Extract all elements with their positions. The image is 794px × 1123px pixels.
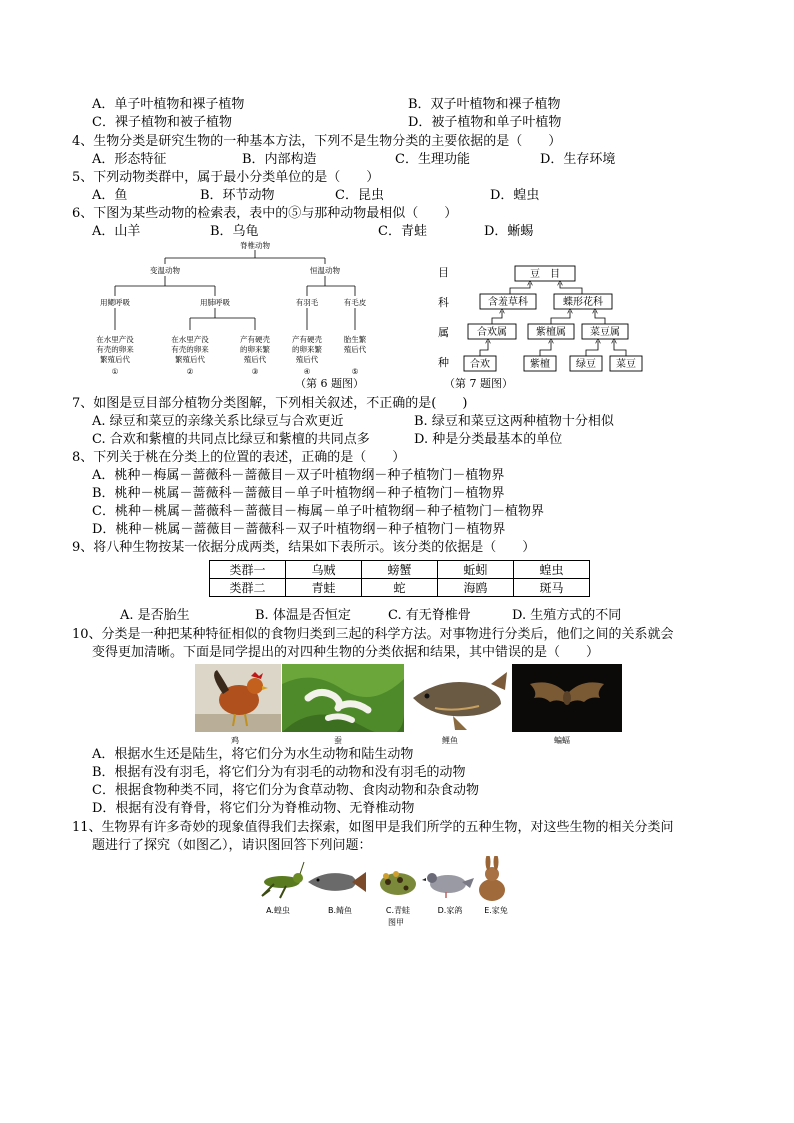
q6-option-a: A．山羊 bbox=[92, 224, 141, 239]
fig6-leaf1-l3: 繁殖后代 bbox=[100, 355, 130, 364]
q10-caption-carp: 鲤鱼 bbox=[442, 736, 458, 745]
table-cell: 蝗虫 bbox=[514, 561, 590, 579]
fig7-species-rosewood: 紫檀 bbox=[530, 359, 550, 370]
q5-option-d: D．蝗虫 bbox=[490, 188, 540, 203]
fig6-leaf4-l1: 产有硬壳 bbox=[292, 335, 322, 344]
q4-option-c: C．生理功能 bbox=[395, 152, 470, 167]
q8-option-b: B．桃种－桃属－蔷薇科－蔷薇目－单子叶植物纲－种子植物门－植物界 bbox=[92, 486, 505, 501]
fig6-feather: 有羽毛 bbox=[295, 298, 319, 307]
q6-option-b: B．乌龟 bbox=[210, 224, 259, 239]
table-cell: 青蛙 bbox=[286, 579, 362, 597]
table-row bbox=[210, 561, 590, 579]
q3-option-a: A．单子叶植物和裸子植物 bbox=[92, 97, 245, 112]
fig6-warm: 恒温动物 bbox=[310, 266, 340, 275]
table-cell: 类群一 bbox=[210, 561, 286, 579]
fig6-lung: 用肺呼吸 bbox=[200, 298, 230, 307]
fig6-leaf1-l2: 有壳的卵来 bbox=[96, 345, 134, 354]
fig7-rank-genus: 属 bbox=[438, 326, 449, 339]
q11-caption-a: A.蝗虫 bbox=[266, 906, 290, 915]
fig7-family-papilionaceae: 蝶形花科 bbox=[563, 297, 603, 308]
q9-stem: 9、将八种生物按某一依据分成两类，结果如下表所示。该分类的依据是（ ） bbox=[72, 540, 536, 555]
q10-option-a: A．根据水生还是陆生，将它们分为水生动物和陆生动物 bbox=[92, 747, 414, 762]
q10-stem-line2: 变得更加清晰。下面是同学提出的对四种生物的分类依据和结果，其中错误的是（ ） bbox=[92, 645, 600, 660]
q5-option-c: C．昆虫 bbox=[335, 188, 384, 203]
fig6-leaf3-l3: 殖后代 bbox=[243, 355, 267, 364]
fig7-genus-phaseolus: 菜豆属 bbox=[590, 327, 620, 338]
q10-caption-silkworm: 蚕 bbox=[334, 736, 342, 745]
fig7-rank-order: 目 bbox=[438, 266, 449, 279]
fig6-leaf4-l3: 殖后代 bbox=[295, 355, 319, 364]
q6-stem: 6、下图为某些动物的检索表，表中的⑤与那种动物最相似（ ） bbox=[72, 206, 458, 221]
fig7-order: 豆 目 bbox=[530, 269, 560, 280]
fig6-leaf5-l1: 胎生繁 bbox=[343, 335, 367, 344]
fig6-root: 脊椎动物 bbox=[240, 241, 270, 250]
q11-figure-label: 图甲 bbox=[388, 918, 404, 927]
fig7-caption: （第 7 题图） bbox=[444, 377, 513, 390]
fig7-rank-family: 科 bbox=[438, 296, 449, 309]
bat-image bbox=[512, 664, 622, 732]
frog-image bbox=[374, 864, 422, 900]
q10-option-c: C．根据食物种类不同，将它们分为食草动物、食肉动物和杂食动物 bbox=[92, 783, 479, 798]
q3-option-b: B．双子叶植物和裸子植物 bbox=[408, 97, 561, 112]
q8-option-c: C．桃种－桃属－蔷薇科－蔷薇目－梅属－单子叶植物纲－种子植物门－植物界 bbox=[92, 504, 544, 519]
q11-stem-line2: 题进行了探究（如图乙），请识图回答下列问题： bbox=[92, 838, 372, 853]
table-row bbox=[210, 579, 590, 597]
rabbit-image bbox=[474, 856, 510, 904]
table-cell: 海鸥 bbox=[438, 579, 514, 597]
fig7-species-mungbean: 绿豆 bbox=[576, 359, 596, 370]
q4-option-d: D．生存环境 bbox=[540, 152, 616, 167]
fig6-num2: ② bbox=[186, 367, 194, 376]
q7-option-c: C. 合欢和紫檀的共同点比绿豆和紫檀的共同点多 bbox=[92, 432, 370, 447]
fig6-num1: ① bbox=[111, 367, 119, 376]
table-cell: 蛇 bbox=[362, 579, 438, 597]
q5-stem: 5、下列动物类群中，属于最小分类单位的是（ ） bbox=[72, 170, 380, 185]
fig6-leaf2-l2: 有壳的卵来 bbox=[171, 345, 209, 354]
q9-option-d: D. 生殖方式的不同 bbox=[512, 608, 622, 623]
q11-stem-line1: 11、生物界有许多奇妙的现象值得我们去探索，如图甲是我们所学的五种生物，对这些生物的相关分类问 bbox=[72, 820, 674, 835]
q7-option-a: A. 绿豆和菜豆的亲缘关系比绿豆与合欢更近 bbox=[92, 414, 344, 429]
q10-caption-bat: 蝙蝠 bbox=[554, 736, 570, 745]
fig6-hair: 有毛皮 bbox=[343, 298, 367, 307]
locust-image bbox=[256, 860, 306, 902]
silkworm-image bbox=[282, 664, 404, 732]
fig6-leaf3-l2: 的卵来繁 bbox=[240, 345, 270, 354]
fig6-num3: ③ bbox=[251, 367, 259, 376]
pigeon-image bbox=[420, 862, 476, 902]
fig7-family-mimosa: 含羞草科 bbox=[488, 297, 528, 308]
fig6-leaf4-l2: 的卵来繁 bbox=[292, 345, 322, 354]
q10-option-b: B．根据有没有羽毛，将它们分为有羽毛的动物和没有羽毛的动物 bbox=[92, 765, 466, 780]
table-cell: 蚯蚓 bbox=[438, 561, 514, 579]
fig6-leaf3-l1: 产有硬壳 bbox=[240, 335, 270, 344]
fig6-leaf2-l3: 繁殖后代 bbox=[175, 355, 205, 364]
q9-option-c: C. 有无脊椎骨 bbox=[388, 608, 471, 623]
table-cell: 螃蟹 bbox=[362, 561, 438, 579]
q6-option-d: D．蜥蜴 bbox=[484, 224, 534, 239]
fig7-species-albizia: 合欢 bbox=[470, 359, 490, 370]
fig6-key-diagram bbox=[85, 238, 405, 388]
fig6-leaf2-l1: 在水里产没 bbox=[171, 335, 209, 344]
q11-caption-e: E.家兔 bbox=[484, 906, 508, 915]
fig6-caption: （第 6 题图） bbox=[295, 377, 364, 390]
q4-stem: 4、生物分类是研究生物的一种基本方法，下列不是生物分类的主要依据的是（ ） bbox=[72, 134, 562, 149]
q3-option-c: C．裸子植物和被子植物 bbox=[92, 115, 232, 130]
table-cell: 类群二 bbox=[210, 579, 286, 597]
q4-option-a: A．形态特征 bbox=[92, 152, 167, 167]
q7-option-b: B. 绿豆和菜豆这两种植物十分相似 bbox=[414, 414, 614, 429]
q4-option-b: B．内部构造 bbox=[242, 152, 317, 167]
fig7-rank-species: 种 bbox=[438, 356, 449, 369]
table-cell: 乌贼 bbox=[286, 561, 362, 579]
fig7-genus-albizia: 合欢属 bbox=[477, 327, 507, 338]
q11-caption-b: B.鲭鱼 bbox=[327, 906, 353, 915]
fig6-leaf5-l2: 殖后代 bbox=[343, 345, 367, 354]
q9-table bbox=[209, 560, 590, 597]
q7-option-d: D. 种是分类最基本的单位 bbox=[414, 432, 563, 447]
q6-option-c: C．青蛙 bbox=[378, 224, 427, 239]
fig6-num4: ④ bbox=[303, 367, 311, 376]
fig7-genus-pterocarpus: 紫檀属 bbox=[536, 327, 566, 338]
q10-stem-line1: 10、分类是一种把某种特征相似的食物归类到三起的科学方法。对事物进行分类后，他们之间的关系就会 bbox=[72, 627, 674, 642]
q10-caption-chicken: 鸡 bbox=[231, 736, 239, 745]
fig7-tree-diagram bbox=[430, 258, 660, 378]
q8-option-d: D．桃种－桃属－蔷薇目－蔷薇科－双子叶植物纲－种子植物门－植物界 bbox=[92, 522, 506, 537]
table-cell: 斑马 bbox=[514, 579, 590, 597]
fig6-leaf1-l1: 在水里产没 bbox=[96, 335, 134, 344]
fig6-cold: 变温动物 bbox=[150, 266, 180, 275]
q9-option-a: A. 是否胎生 bbox=[120, 608, 190, 623]
q11-caption-d: D.家鸽 bbox=[437, 906, 463, 915]
chicken-image bbox=[195, 664, 281, 732]
q7-stem: 7、如图是豆目部分植物分类图解，下列相关叙述，不正确的是( ) bbox=[72, 396, 468, 411]
q5-option-b: B．环节动物 bbox=[200, 188, 275, 203]
q8-option-a: A．桃种－梅属－蔷薇科－蔷薇目－双子叶植物纲－种子植物门－植物界 bbox=[92, 468, 505, 483]
q5-option-a: A．鱼 bbox=[92, 188, 128, 203]
q11-caption-c: C.青蛙 bbox=[385, 906, 411, 915]
carp-image bbox=[405, 664, 511, 732]
q8-stem: 8、下列关于桃在分类上的位置的表述，正确的是（ ） bbox=[72, 450, 406, 465]
fig6-gill: 用鳃呼吸 bbox=[100, 298, 130, 307]
fig6-num5: ⑤ bbox=[351, 367, 359, 376]
q3-option-d: D．被子植物和单子叶植物 bbox=[408, 115, 562, 130]
q9-option-b: B. 体温是否恒定 bbox=[255, 608, 351, 623]
fig7-species-kidneybean: 菜豆 bbox=[616, 359, 636, 370]
q10-option-d: D．根据有没有脊骨，将它们分为脊椎动物、无脊椎动物 bbox=[92, 801, 415, 816]
fish-image bbox=[304, 862, 370, 900]
